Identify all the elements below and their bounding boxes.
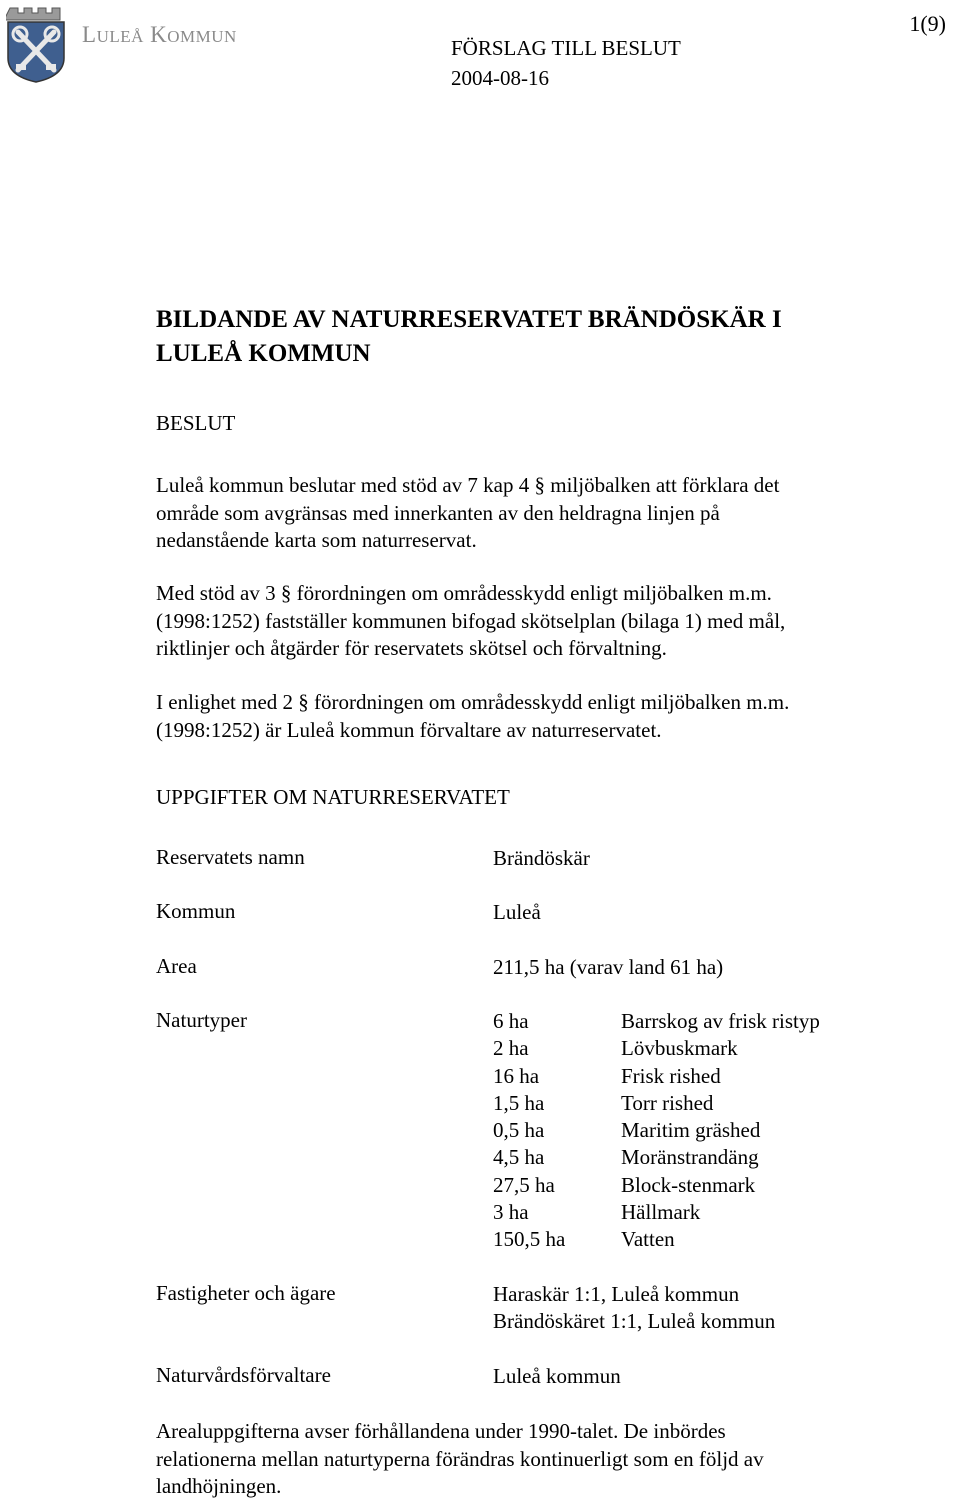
brand-name: LULEÅ KOMMUN: [82, 22, 237, 47]
naturtyp-area: 4,5 ha: [493, 1145, 545, 1170]
document-date: 2004-08-16: [451, 66, 549, 90]
paragraph-line: (1998:1252) fastställer kommunen bifogad skötselplan (bilaga 1) med mål,: [156, 608, 786, 633]
naturtyp-area: 1,5 ha: [493, 1090, 545, 1115]
uppgifter-heading: UPPGIFTER OM NATURRESERVATET: [156, 785, 510, 809]
coat-of-arms-logo: [6, 4, 66, 84]
forvaltare-label: Naturvårdsförvaltare: [156, 1363, 331, 1387]
paragraph-line: riktlinjer och åtgärder för reservatets skötsel och förvaltning.: [156, 636, 667, 660]
document-type: FÖRSLAG TILL BESLUT: [451, 36, 681, 60]
document-meta: [451, 33, 681, 93]
naturtyper-type-column: [621, 1008, 820, 1254]
paragraph-line: nedanstående karta som naturreservat.: [156, 528, 477, 552]
naturtyp-area: 27,5 ha: [493, 1172, 555, 1197]
naturtyp-area: 150,5 ha: [493, 1227, 566, 1252]
naturtyp-type: Maritim gräshed: [621, 1118, 761, 1143]
naturtyp-type: Torr rished: [621, 1090, 714, 1115]
naturtyp-type: Block-stenmark: [621, 1172, 756, 1197]
paragraph-line: (1998:1252) är Luleå kommun förvaltare av naturreservatet.: [156, 717, 662, 742]
naturtyp-type: Lövbuskmark: [621, 1036, 738, 1061]
title-line-2: LULEÅ KOMMUN: [156, 340, 371, 367]
note-line: relationerna mellan naturtyperna förändras kontinuerligt som en följd av: [156, 1446, 764, 1471]
naturtyper-area-column: [493, 1008, 565, 1254]
naturtyp-area: 16 ha: [493, 1063, 540, 1088]
fastigheter-label: Fastigheter och ägare: [156, 1281, 336, 1305]
paragraph-line: område som avgränsas med innerkanten av den heldragna linjen på: [156, 500, 720, 525]
beslut-paragraph-3: [156, 689, 876, 744]
naturtyp-area: 3 ha: [493, 1200, 529, 1225]
naturtyp-area: 2 ha: [493, 1036, 529, 1061]
naturtyp-area: 6 ha: [493, 1009, 529, 1033]
areal-note: [156, 1418, 876, 1501]
reservat-name-value: Brändöskär: [493, 846, 590, 870]
naturtyp-area: 0,5 ha: [493, 1118, 545, 1143]
kommun-value: Luleå: [493, 900, 541, 924]
fastighet-item: Brändöskäret 1:1, Luleå kommun: [493, 1309, 776, 1334]
note-line: landhöjningen.: [156, 1474, 282, 1498]
reservat-name-label: Reservatets namn: [156, 845, 305, 869]
kommun-label: Kommun: [156, 899, 236, 923]
note-line: Arealuppgifterna avser förhållandena under 1990-talet. De inbördes: [156, 1419, 726, 1443]
document-title: [156, 303, 876, 371]
naturtyp-type: Moränstrandäng: [621, 1145, 759, 1170]
naturtyp-type: Frisk rished: [621, 1063, 721, 1088]
paragraph-line: I enlighet med 2 § förordningen om områdesskydd enligt miljöbalken m.m.: [156, 690, 790, 714]
paragraph-line: Med stöd av 3 § förordningen om områdesskydd enligt miljöbalken m.m.: [156, 581, 772, 605]
beslut-heading: BESLUT: [156, 411, 236, 435]
beslut-paragraph-1: [156, 472, 876, 555]
fastigheter-values: [493, 1281, 775, 1336]
area-value: 211,5 ha (varav land 61 ha): [493, 955, 724, 979]
title-line-1: BILDANDE AV NATURRESERVATET BRÄNDÖSKÄR I: [156, 306, 782, 333]
paragraph-line: Luleå kommun beslutar med stöd av 7 kap 4 § miljöbalken att förklara det: [156, 473, 780, 497]
naturtyp-type: Hällmark: [621, 1200, 701, 1225]
fastighet-item: Haraskär 1:1, Luleå kommun: [493, 1282, 740, 1306]
area-label: Area: [156, 954, 197, 978]
page-number: 1(9): [909, 11, 946, 36]
beslut-paragraph-2: [156, 580, 876, 663]
naturtyper-label: Naturtyper: [156, 1008, 247, 1032]
naturtyp-type: Barrskog av frisk ristyp: [621, 1009, 820, 1033]
forvaltare-value: Luleå kommun: [493, 1364, 621, 1388]
naturtyp-type: Vatten: [621, 1227, 675, 1252]
